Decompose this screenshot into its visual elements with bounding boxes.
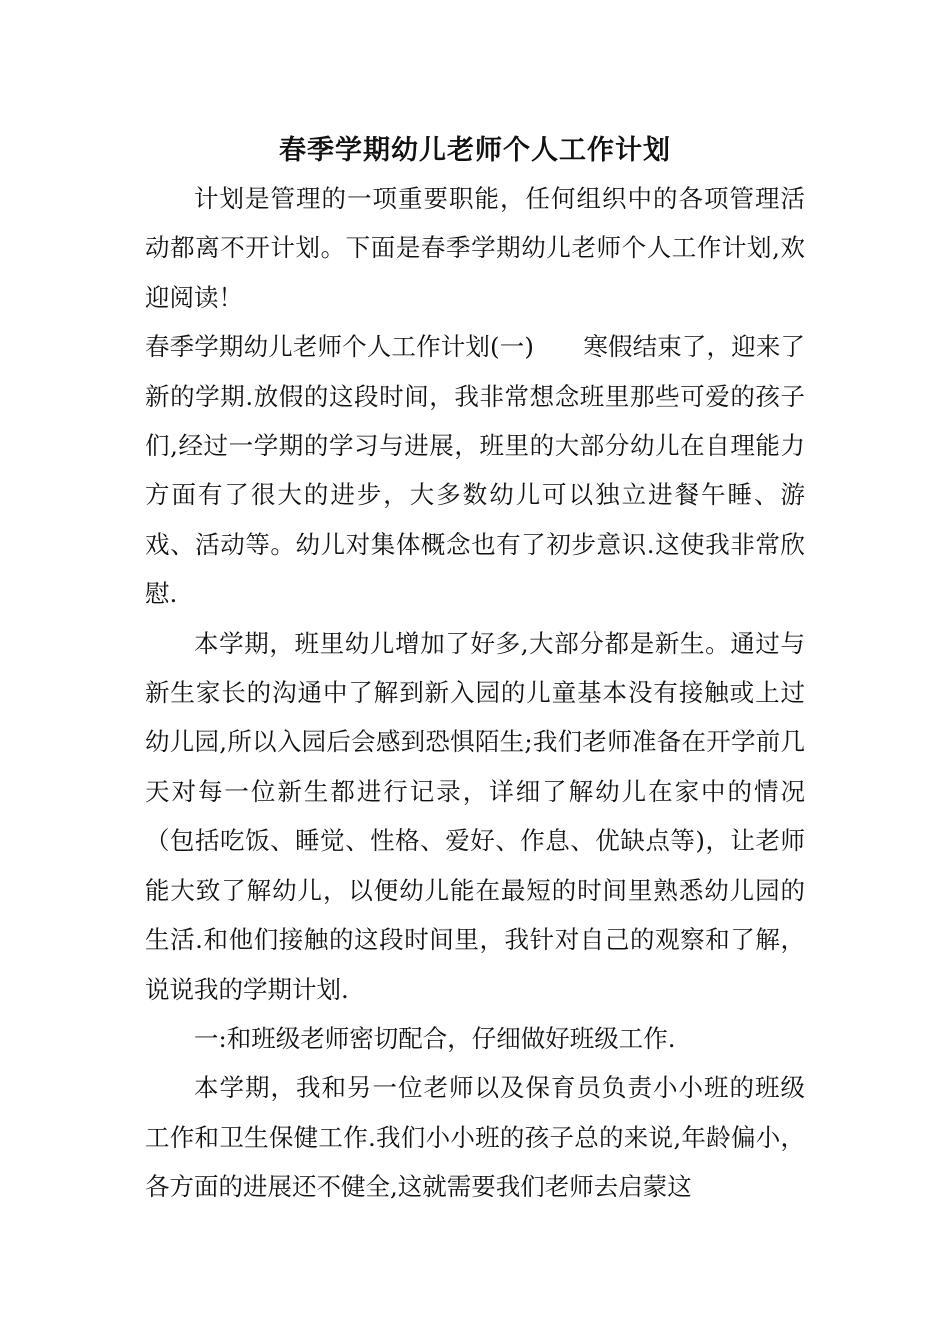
document-body	[145, 128, 805, 1212]
section-heading-one: 一:和班级老师密切配合，仔细做好班级工作.	[194, 1023, 676, 1053]
paragraph-new-students: 本学期，班里幼儿增加了好多,大部分都是新生。通过与新生家长的沟通中了解到新入园的儿童基本没有接触或上过幼儿园,所以入园后会感到恐惧陌生;我们老师准备在开学前几天对每一位新生都进行记录，详细了解幼儿在家中的情况（包括吃饭、睡觉、性格、爱好、作息、优缺点等)，让老师能大致了解幼儿，以便幼儿能在最短的时间里熟悉幼儿园的生活.和他们接触的这段时间里，我针对自己的观察和了解，说说我的学期计划.	[145, 628, 805, 1004]
paragraph-plan-one: 春季学期幼儿老师个人工作计划(一) 寒假结束了，迎来了新的学期.放假的这段时间，我非常想念班里那些可爱的孩子们,经过一学期的学习与进展，班里的大部分幼儿在自理能力方面有了很大的进步，大多数幼儿可以独立进餐午睡、游戏、活动等。幼儿对集体概念也有了初步意识.这使我非常欣慰.	[145, 332, 805, 609]
paragraph-intro: 计划是管理的一项重要职能，任何组织中的各项管理活动都离不开计划。下面是春季学期幼儿老师个人工作计划,欢迎阅读！	[145, 184, 805, 312]
document-title: 春季学期幼儿老师个人工作计划	[279, 135, 671, 166]
paragraph-class-work: 本学期，我和另一位老师以及保育员负责小小班的班级工作和卫生保健工作.我们小小班的孩子总的来说,年龄偏小，各方面的进展还不健全,这就需要我们老师去启蒙这	[145, 1073, 805, 1202]
